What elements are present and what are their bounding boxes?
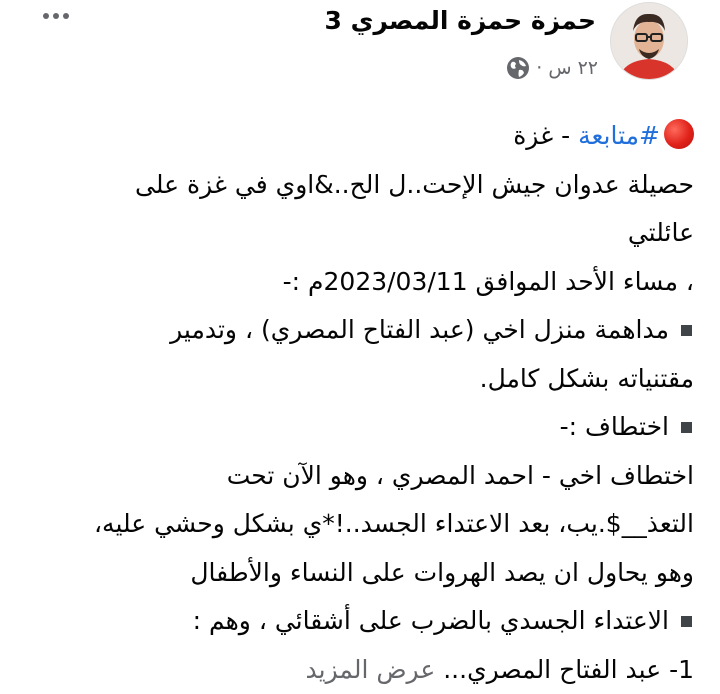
timestamp[interactable]: ٢٢ س [548,57,598,79]
post-line: وهو يحاول ان يصد الهروات على النساء والأطفال [22,549,694,598]
post-line: حصيلة عدوان جيش الإحت..ل الح..&اوي في غزة على [22,161,694,210]
avatar[interactable] [610,2,688,80]
avatar-photo [611,3,687,79]
square-bullet-icon [681,325,692,336]
post-line-text: مداهمة منزل اخي (عبد الفتاح المصري) ، وتدمير [170,315,669,344]
globe-icon[interactable] [506,56,530,80]
post-line: عائلتي [22,209,694,258]
meta-separator: · [536,57,542,79]
see-more-link[interactable]: عرض المزيد [306,655,436,684]
post-line: التعذ__$.يب، بعد الاعتداء الجسد..!*ي بشكل وحشي عليه، [22,500,694,549]
post-line-text: اختطاف :- [560,412,669,441]
square-bullet-icon [681,616,692,627]
post-line: مقتنياته بشكل كامل. [22,355,694,404]
post-line-text: 1- عبد الفتاح المصري... [443,655,694,684]
hashtag-link[interactable]: #متابعة [578,121,660,150]
post-line-text: الاعتداء الجسدي بالضرب على أشقائي ، وهم : [193,606,669,635]
intro-rest: - غزة [513,121,578,150]
post-line: ، مساء الأحد الموافق 2023/03/11م :- [22,258,694,307]
post-meta [506,56,598,80]
author-name[interactable]: حمزة حمزة المصري 3 [324,6,596,35]
more-dot [43,13,49,19]
square-bullet-icon [681,422,692,433]
more-dot [63,13,69,19]
more-dot [53,13,59,19]
more-options-icon[interactable] [36,4,76,28]
post-line: اختطاف اخي - احمد المصري ، وهو الآن تحت [22,452,694,501]
post-last-line [22,646,694,694]
post-body [22,112,694,694]
post-bullet-line [22,597,694,646]
post-bullet-line [22,306,694,355]
post-intro-line [22,112,694,161]
post-header [0,0,720,100]
post-bullet-line [22,403,694,452]
red-circle-icon [664,119,694,149]
